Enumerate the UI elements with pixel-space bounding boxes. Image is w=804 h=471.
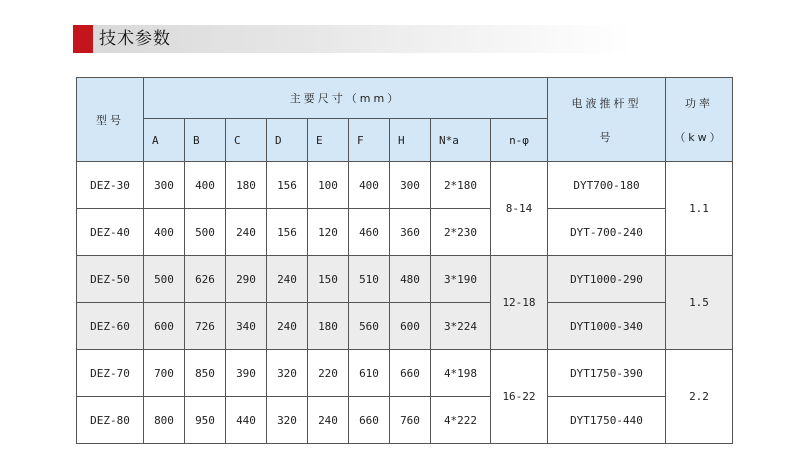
cell-na: 4*222: [431, 397, 491, 444]
table-row: [77, 256, 733, 303]
cell-e: 150: [308, 256, 349, 303]
section-title: 技术参数: [99, 29, 171, 49]
cell-b: 400: [185, 162, 226, 209]
cell-na: 3*190: [431, 256, 491, 303]
table-row: [77, 303, 733, 350]
spec-table: [76, 77, 733, 444]
cell-na: 2*230: [431, 209, 491, 256]
cell-d: 320: [267, 397, 308, 444]
cell-power: 2.2: [666, 350, 733, 444]
cell-c: 290: [226, 256, 267, 303]
cell-e: 240: [308, 397, 349, 444]
header-pusher-line2: 号: [599, 130, 614, 144]
cell-c: 340: [226, 303, 267, 350]
cell-f: 510: [349, 256, 390, 303]
header-dimensions: 主要尺寸（mm）: [144, 78, 548, 119]
header-col-f: F: [349, 119, 390, 162]
table-row: [77, 350, 733, 397]
cell-a: 700: [144, 350, 185, 397]
cell-n-phi: 12-18: [491, 256, 548, 350]
cell-model: DEZ-70: [77, 350, 144, 397]
cell-na: 2*180: [431, 162, 491, 209]
cell-c: 390: [226, 350, 267, 397]
table-row: [77, 397, 733, 444]
header-pusher-line1: 电液推杆型: [571, 96, 642, 110]
cell-c: 240: [226, 209, 267, 256]
cell-pusher: DYT1750-440: [548, 397, 666, 444]
cell-model: DEZ-40: [77, 209, 144, 256]
cell-pusher: DYT1750-390: [548, 350, 666, 397]
cell-d: 156: [267, 209, 308, 256]
cell-f: 660: [349, 397, 390, 444]
cell-h: 360: [390, 209, 431, 256]
cell-b: 500: [185, 209, 226, 256]
cell-d: 240: [267, 256, 308, 303]
cell-model: DEZ-80: [77, 397, 144, 444]
cell-n-phi: 16-22: [491, 350, 548, 444]
cell-h: 600: [390, 303, 431, 350]
cell-na: 3*224: [431, 303, 491, 350]
cell-e: 100: [308, 162, 349, 209]
table-row: [77, 209, 733, 256]
cell-a: 300: [144, 162, 185, 209]
cell-a: 600: [144, 303, 185, 350]
cell-pusher: DYT1000-290: [548, 256, 666, 303]
cell-c: 180: [226, 162, 267, 209]
header-col-d: D: [267, 119, 308, 162]
cell-b: 850: [185, 350, 226, 397]
cell-pusher: DYT1000-340: [548, 303, 666, 350]
header-power: [666, 78, 733, 162]
cell-e: 220: [308, 350, 349, 397]
cell-f: 400: [349, 162, 390, 209]
section-heading-marker: [73, 25, 93, 53]
cell-model: DEZ-60: [77, 303, 144, 350]
header-power-line2: （kw）: [674, 130, 724, 144]
cell-e: 180: [308, 303, 349, 350]
header-row-top: [77, 78, 733, 119]
cell-a: 500: [144, 256, 185, 303]
cell-a: 400: [144, 209, 185, 256]
header-col-n-phi: n-φ: [491, 119, 548, 162]
cell-h: 760: [390, 397, 431, 444]
cell-c: 440: [226, 397, 267, 444]
cell-e: 120: [308, 209, 349, 256]
cell-f: 560: [349, 303, 390, 350]
header-col-a: A: [144, 119, 185, 162]
header-col-c: C: [226, 119, 267, 162]
header-col-e: E: [308, 119, 349, 162]
cell-model: DEZ-50: [77, 256, 144, 303]
header-col-b: B: [185, 119, 226, 162]
cell-power: 1.5: [666, 256, 733, 350]
cell-b: 950: [185, 397, 226, 444]
cell-pusher: DYT-700-240: [548, 209, 666, 256]
header-power-line1: 功率: [685, 96, 713, 110]
cell-f: 460: [349, 209, 390, 256]
cell-d: 156: [267, 162, 308, 209]
cell-f: 610: [349, 350, 390, 397]
cell-d: 240: [267, 303, 308, 350]
cell-h: 660: [390, 350, 431, 397]
cell-h: 300: [390, 162, 431, 209]
cell-power: 1.1: [666, 162, 733, 256]
cell-na: 4*198: [431, 350, 491, 397]
header-model: 型号: [77, 78, 144, 162]
table-row: [77, 162, 733, 209]
header-pusher: [548, 78, 666, 162]
cell-model: DEZ-30: [77, 162, 144, 209]
cell-a: 800: [144, 397, 185, 444]
cell-h: 480: [390, 256, 431, 303]
cell-b: 626: [185, 256, 226, 303]
header-col-na: N*a: [431, 119, 491, 162]
cell-b: 726: [185, 303, 226, 350]
cell-d: 320: [267, 350, 308, 397]
cell-n-phi: 8-14: [491, 162, 548, 256]
cell-pusher: DYT700-180: [548, 162, 666, 209]
header-col-h: H: [390, 119, 431, 162]
